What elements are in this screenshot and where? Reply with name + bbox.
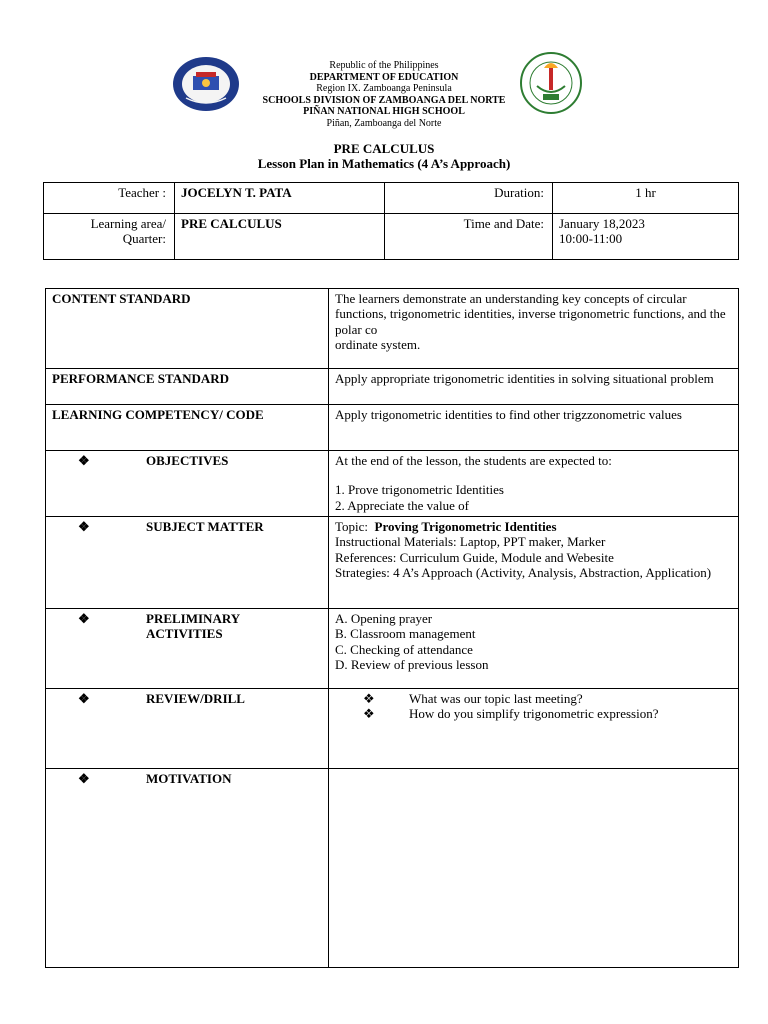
teacher-label: Teacher : bbox=[44, 183, 175, 214]
review-cell bbox=[46, 689, 329, 769]
teacher-row bbox=[44, 183, 739, 214]
school-line: PIÑAN NATIONAL HIGH SCHOOL bbox=[303, 106, 465, 117]
preliminary-row bbox=[46, 609, 739, 689]
subject-matter-cell bbox=[46, 517, 329, 609]
bullet-icon: ❖ bbox=[78, 611, 90, 626]
teacher-name: JOCELYN T. PATA bbox=[175, 183, 385, 214]
review-question-2: How do you simplify trigonometric expression? bbox=[409, 706, 659, 722]
preliminary-cell bbox=[46, 609, 329, 689]
review-text bbox=[329, 689, 739, 769]
strategies-line: Strategies: 4 A’s Approach (Activity, Analysis, Abstraction, Application) bbox=[335, 564, 712, 580]
bullet-icon: ❖ bbox=[78, 771, 90, 786]
area-label-line-2: Quarter: bbox=[122, 231, 166, 247]
lesson-info-table bbox=[43, 182, 739, 260]
republic-line: Republic of the Philippines bbox=[329, 60, 439, 71]
objective-2: 2. Appreciate the value of bbox=[335, 497, 469, 513]
bullet-icon: ❖ bbox=[78, 691, 90, 706]
topic-value: Proving Trigonometric Identities bbox=[374, 519, 557, 534]
motivation-cell bbox=[46, 769, 329, 968]
bullet-icon: ❖ bbox=[78, 519, 90, 534]
review-label: REVIEW/DRILL bbox=[146, 691, 245, 706]
competency-row bbox=[46, 405, 739, 451]
department-line: DEPARTMENT OF EDUCATION bbox=[309, 71, 459, 83]
materials-line: Instructional Materials: Laptop, PPT maker, Marker bbox=[335, 534, 606, 550]
time-value: 10:00-11:00 bbox=[559, 231, 623, 247]
performance-standard-text: Apply appropriate trigonometric identities in solving situational problem bbox=[329, 369, 739, 405]
letterhead bbox=[0, 60, 768, 129]
review-row bbox=[46, 689, 739, 769]
objectives-text bbox=[329, 451, 739, 517]
content-standard-text-1: The learners demonstrate an understanding key concepts of circular functions, trigonometric identities, inverse trigonometric functions, and the polar co bbox=[335, 291, 726, 337]
review-questions bbox=[335, 691, 732, 722]
list-item bbox=[363, 691, 732, 706]
subject-matter-row bbox=[46, 517, 739, 609]
area-label bbox=[44, 214, 175, 260]
prelim-item-c: C. Checking of attendance bbox=[335, 641, 473, 657]
topic-label: Topic: bbox=[335, 519, 369, 534]
motivation-text bbox=[329, 769, 739, 968]
subject-title: PRE CALCULUS bbox=[333, 141, 435, 156]
performance-standard-row bbox=[46, 369, 739, 405]
content-standard-row bbox=[46, 289, 739, 369]
area-label-line-1: Learning area/ bbox=[90, 216, 166, 231]
lesson-plan-table bbox=[45, 288, 739, 968]
address-line: Piñan, Zamboanga del Norte bbox=[326, 117, 442, 129]
document-title bbox=[0, 142, 768, 171]
subject-matter-text bbox=[329, 517, 739, 609]
division-line: SCHOOLS DIVISION OF ZAMBOANGA DEL NORTE bbox=[262, 94, 506, 106]
bullet-icon: ❖ bbox=[363, 691, 375, 706]
bullet-icon: ❖ bbox=[363, 706, 375, 722]
content-standard-text bbox=[329, 289, 739, 369]
motivation-row bbox=[46, 769, 739, 968]
references-line: References: Curriculum Guide, Module and Webesite bbox=[335, 549, 614, 565]
review-question-1: What was our topic last meeting? bbox=[409, 691, 583, 706]
content-standard-text-2: ordinate system. bbox=[335, 336, 421, 352]
motivation-label: MOTIVATION bbox=[146, 771, 232, 786]
duration-label: Duration: bbox=[385, 183, 553, 214]
area-value: PRE CALCULUS bbox=[175, 214, 385, 260]
objectives-row bbox=[46, 451, 739, 517]
subject-matter-label: SUBJECT MATTER bbox=[146, 519, 264, 534]
preliminary-label-1: PRELIMINARY bbox=[146, 611, 241, 626]
prelim-item-a: A. Opening prayer bbox=[335, 611, 433, 626]
date-time-value bbox=[553, 214, 739, 260]
preliminary-label-2: ACTIVITIES bbox=[146, 626, 223, 642]
competency-text: Apply trigonometric identities to find other trigzzonometric values bbox=[329, 405, 739, 451]
competency-label: LEARNING COMPETENCY/ CODE bbox=[46, 405, 329, 451]
objectives-cell bbox=[46, 451, 329, 517]
region-line: Region IX. Zamboanga Peninsula bbox=[316, 83, 452, 94]
content-standard-label: CONTENT STANDARD bbox=[46, 289, 329, 369]
preliminary-text bbox=[329, 609, 739, 689]
time-label: Time and Date: bbox=[385, 214, 553, 260]
performance-standard-label: PERFORMANCE STANDARD bbox=[46, 369, 329, 405]
objective-1: 1. Prove trigonometric Identities bbox=[335, 482, 504, 498]
prelim-item-b: B. Classroom management bbox=[335, 626, 476, 642]
prelim-item-d: D. Review of previous lesson bbox=[335, 656, 489, 672]
bullet-icon: ❖ bbox=[78, 453, 90, 468]
list-item bbox=[363, 706, 732, 721]
plan-title: Lesson Plan in Mathematics (4 A’s Approach) bbox=[257, 155, 511, 171]
date-value: January 18,2023 bbox=[559, 216, 645, 231]
objectives-label: OBJECTIVES bbox=[146, 453, 229, 468]
duration-value: 1 hr bbox=[553, 183, 739, 214]
topic-line bbox=[335, 519, 732, 534]
objectives-intro: At the end of the lesson, the students are expected to: bbox=[335, 453, 612, 468]
area-row bbox=[44, 214, 739, 260]
